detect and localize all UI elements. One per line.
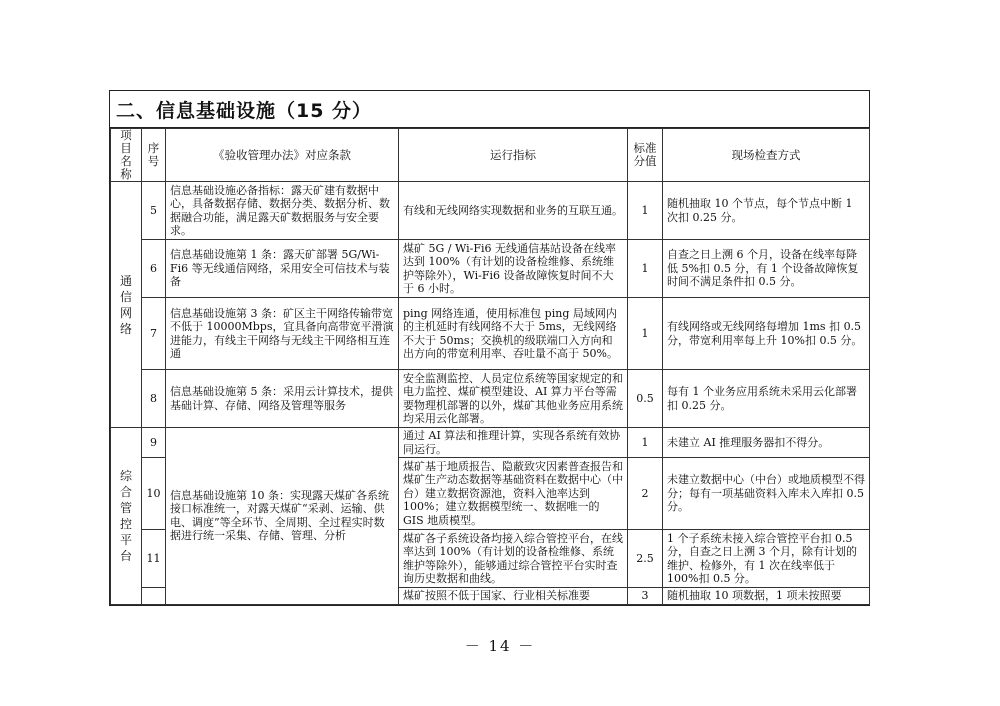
row-indicator: 煤矿按照不低于国家、行业相关标准要 [399, 588, 628, 605]
row-indicator: 煤矿基于地质报告、隐蔽致灾因素普查报告和煤矿生产动态数据等基础资料在数据中心（中台）建立数据资源池，资料入池率达到 100%；建立数据模型统一、数据唯一的 GIS 地质模型。 [399, 458, 628, 530]
table-row [111, 298, 870, 370]
row-score: 3 [628, 588, 663, 605]
row-seq [142, 588, 166, 605]
header-category: 项目名称 [111, 129, 142, 182]
row-seq: 10 [142, 458, 166, 530]
row-indicator: 煤矿各子系统设备均接入综合管控平台，在线率达到 100%（有计划的设备检维修、系统维护等除外），能够通过综合管控平台实时查询历史数据和曲线。 [399, 530, 628, 588]
row-score: 1 [628, 182, 663, 240]
section-title: 二、信息基础设施（15 分） [110, 91, 869, 128]
header-score: 标准分值 [628, 129, 663, 182]
row-method: 自查之日上溯 6 个月，设备在线率每降低 5%扣 0.5 分，有 1 个设备故障恢复时间不满足条件扣 0.5 分。 [663, 240, 870, 298]
row-seq: 5 [142, 182, 166, 240]
header-indicator: 运行指标 [399, 129, 628, 182]
header-seq: 序号 [142, 129, 166, 182]
row-method: 每有 1 个业务应用系统未采用云化部署扣 0.25 分。 [663, 370, 870, 428]
group-platform: 综合管控平台 [111, 428, 142, 605]
table-row [111, 370, 870, 428]
inspection-table [109, 90, 870, 606]
header-method: 现场检查方式 [663, 129, 870, 182]
table-row [111, 182, 870, 240]
row-method: 随机抽取 10 项数据，1 项未按照要 [663, 588, 870, 605]
row-seq: 11 [142, 530, 166, 588]
row-score: 1 [628, 428, 663, 458]
row-seq: 6 [142, 240, 166, 298]
row-score: 2.5 [628, 530, 663, 588]
row-indicator: 煤矿 5G / Wi-Fi6 无线通信基站设备在线率达到 100%（有计划的设备检维修、系统维护等除外），Wi-Fi6 设备故障恢复时间不大于 6 小时。 [399, 240, 628, 298]
row-seq: 9 [142, 428, 166, 458]
row-clause: 信息基础设施必备指标：露天矿建有数据中心，具备数据存储、数据分类、数据分析、数据融合功能，满足露天矿数据服务与安全要求。 [166, 182, 399, 240]
row-seq: 8 [142, 370, 166, 428]
row-indicator: 通过 AI 算法和推理计算，实现各系统有效协同运行。 [399, 428, 628, 458]
table-row [111, 428, 870, 458]
row-method: 1 个子系统未接入综合管控平台扣 0.5 分，自查之日上溯 3 个月，除有计划的维护、检修外，有 1 次在线率低于 100%扣 0.5 分。 [663, 530, 870, 588]
row-method: 未建立数据中心（中台）或地质模型不得分；每有一项基础资料入库未入库扣 0.5 分。 [663, 458, 870, 530]
row-seq: 7 [142, 298, 166, 370]
table-row [111, 240, 870, 298]
row-indicator: 安全监测监控、人员定位系统等国家规定的和电力监控、煤矿模型建设、AI 算力平台等需要物理机部署的以外，煤矿其他业务应用系统均采用云化部署。 [399, 370, 628, 428]
row-method: 未建立 AI 推理服务器扣不得分。 [663, 428, 870, 458]
row-score: 2 [628, 458, 663, 530]
row-indicator: 有线和无线网络实现数据和业务的互联互通。 [399, 182, 628, 240]
group-network: 通信网络 [111, 182, 142, 428]
row-score: 1 [628, 240, 663, 298]
row-clause: 信息基础设施第 1 条：露天矿部署 5G/Wi-Fi6 等无线通信网络，采用安全可信技术与装备 [166, 240, 399, 298]
row-indicator: ping 网络连通，使用标准包 ping 局域网内的主机延时有线网络不大于 5ms，无线网络不大于 50ms；交换机的级联端口入方向和出方向的带宽利用率、吞吐量不高于 50%。 [399, 298, 628, 370]
header-row [111, 129, 870, 182]
row-score: 0.5 [628, 370, 663, 428]
row-clause: 信息基础设施第 3 条：矿区主干网络传输带宽不低于 10000Mbps，宜具备向高带宽平滑演进能力，有线主干网络与无线主干网络相互连通 [166, 298, 399, 370]
page-number: － 14 － [464, 637, 536, 655]
row-clause: 信息基础设施第 5 条：采用云计算技术，提供基础计算、存储、网络及管理等服务 [166, 370, 399, 428]
header-clause: 《验收管理办法》对应条款 [166, 129, 399, 182]
platform-clause: 信息基础设施第 10 条：实现露天煤矿各系统接口标准统一，对露天煤矿“采剥、运输、供电、调度”等全环节、全周期、全过程实时数据进行统一采集、存储、管理、分析 [166, 428, 399, 605]
row-method: 有线网络或无线网络每增加 1ms 扣 0.5 分，带宽利用率每上升 10%扣 0.5 分。 [663, 298, 870, 370]
criteria-table [110, 128, 870, 605]
row-score: 1 [628, 298, 663, 370]
row-method: 随机抽取 10 个节点，每个节点中断 1 次扣 0.25 分。 [663, 182, 870, 240]
